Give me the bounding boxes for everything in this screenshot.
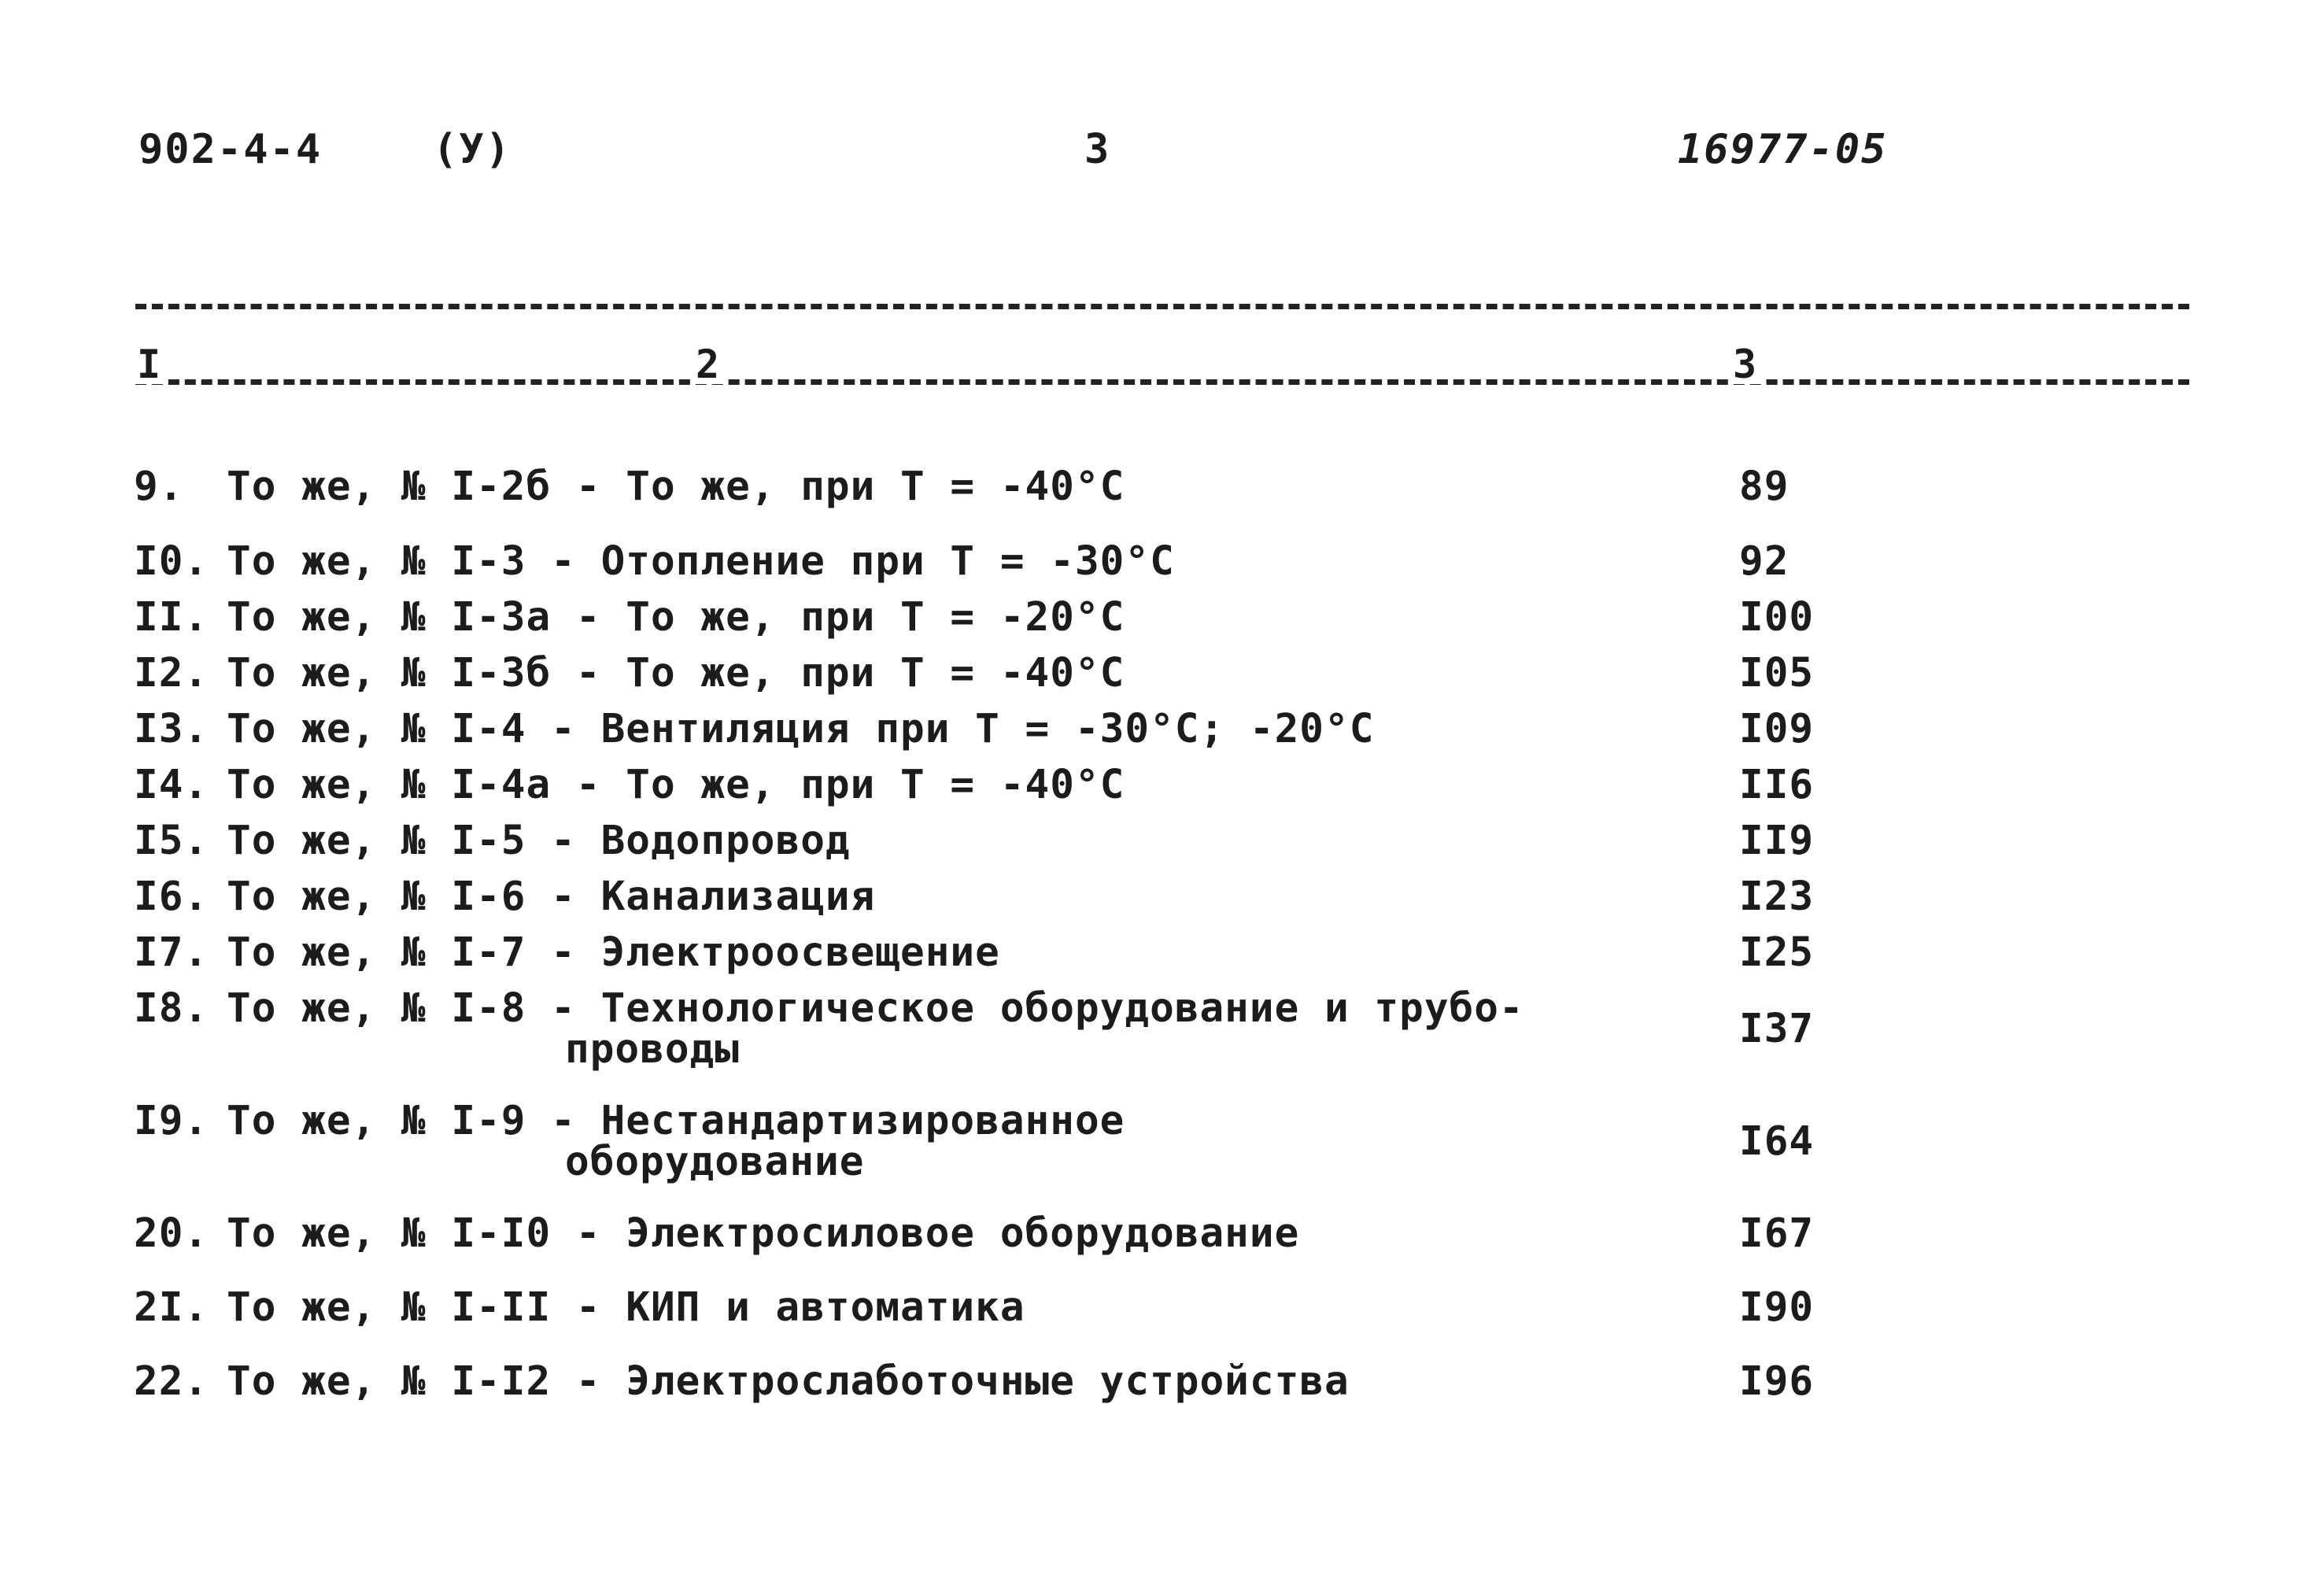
- item-number: 2I.: [134, 1284, 209, 1331]
- item-number: I0.: [134, 538, 209, 585]
- item-title: То же, № I-4а - То же, при Т = -40°С: [227, 762, 1125, 808]
- list-item: [134, 1284, 2140, 1331]
- item-number: I8.: [134, 985, 209, 1032]
- column-number-2: 2: [691, 345, 724, 384]
- item-page: I25: [1739, 929, 1815, 976]
- item-title: То же, № I-I0 - Электросиловое оборудование: [227, 1210, 1300, 1257]
- item-title: То же, № I-3б - То же, при Т = -40°С: [227, 650, 1125, 696]
- item-title: То же, № I-3 - Отопление при Т = -30°С: [227, 538, 1175, 585]
- list-item: [134, 874, 2140, 920]
- item-title: То же, № I-6 - Канализация: [227, 874, 876, 920]
- item-page: II6: [1739, 762, 1815, 808]
- list-item: [134, 1210, 2140, 1257]
- item-page: I67: [1739, 1210, 1815, 1257]
- item-page: I37: [1739, 1006, 1815, 1052]
- item-page: I05: [1739, 650, 1815, 696]
- item-number: I3.: [134, 706, 209, 752]
- item-number: 22.: [134, 1358, 209, 1405]
- item-page: I90: [1739, 1284, 1815, 1331]
- list-item: [134, 538, 2140, 585]
- list-item: [134, 985, 2140, 1073]
- list-item: [134, 1098, 2140, 1185]
- item-title: То же, № I-I2 - Электрослаботочные устройства: [227, 1358, 1350, 1405]
- item-number: I6.: [134, 874, 209, 920]
- item-title: То же, № I-8 - Технологическое оборудование и трубо-: [227, 985, 1524, 1032]
- item-title: То же, № I-3а - То же, при Т = -20°С: [227, 594, 1125, 641]
- item-title: То же, № I-4 - Вентиляция при Т = -30°С; -20°С: [227, 706, 1375, 752]
- list-item: [134, 464, 2140, 510]
- table-header-rule: [135, 379, 2189, 385]
- list-item: [134, 1358, 2140, 1405]
- list-item: [134, 762, 2140, 808]
- item-page: I09: [1739, 706, 1815, 752]
- item-title: То же, № I-7 - Электроосвещение: [227, 929, 1000, 976]
- list-item: [134, 650, 2140, 696]
- item-number: I4.: [134, 762, 209, 808]
- column-number-3: 3: [1728, 345, 1761, 384]
- page-number: 3: [1084, 126, 1111, 173]
- list-item: [134, 706, 2140, 752]
- item-number: 9.: [134, 464, 184, 510]
- document-variant: (У): [433, 126, 512, 173]
- list-item: [134, 818, 2140, 864]
- item-number: I7.: [134, 929, 209, 976]
- item-page: I23: [1739, 874, 1815, 920]
- document-series: 902-4-4: [139, 126, 323, 173]
- item-number: 20.: [134, 1210, 209, 1257]
- item-page: 92: [1739, 538, 1789, 585]
- item-number: I2.: [134, 650, 209, 696]
- item-page: II9: [1739, 818, 1815, 864]
- item-number: I9.: [134, 1098, 209, 1144]
- document-number: 16977-05: [1678, 126, 1888, 173]
- item-title-continuation: оборудование: [565, 1139, 865, 1185]
- table-top-rule: [135, 304, 2189, 309]
- item-title: То же, № I-9 - Нестандартизированное: [227, 1098, 1125, 1144]
- item-page: I00: [1739, 594, 1815, 641]
- list-item: [134, 929, 2140, 976]
- item-page: I64: [1739, 1118, 1815, 1165]
- list-item: [134, 594, 2140, 641]
- item-number: II.: [134, 594, 209, 641]
- item-title: То же, № I-2б - То же, при Т = -40°С: [227, 464, 1125, 510]
- item-page: I96: [1739, 1358, 1815, 1405]
- column-number-1: I: [132, 345, 165, 384]
- item-title-continuation: проводы: [565, 1026, 740, 1073]
- item-number: I5.: [134, 818, 209, 864]
- item-title: То же, № I-5 - Водопровод: [227, 818, 851, 864]
- item-title: То же, № I-II - КИП и автоматика: [227, 1284, 1025, 1331]
- item-page: 89: [1739, 464, 1789, 510]
